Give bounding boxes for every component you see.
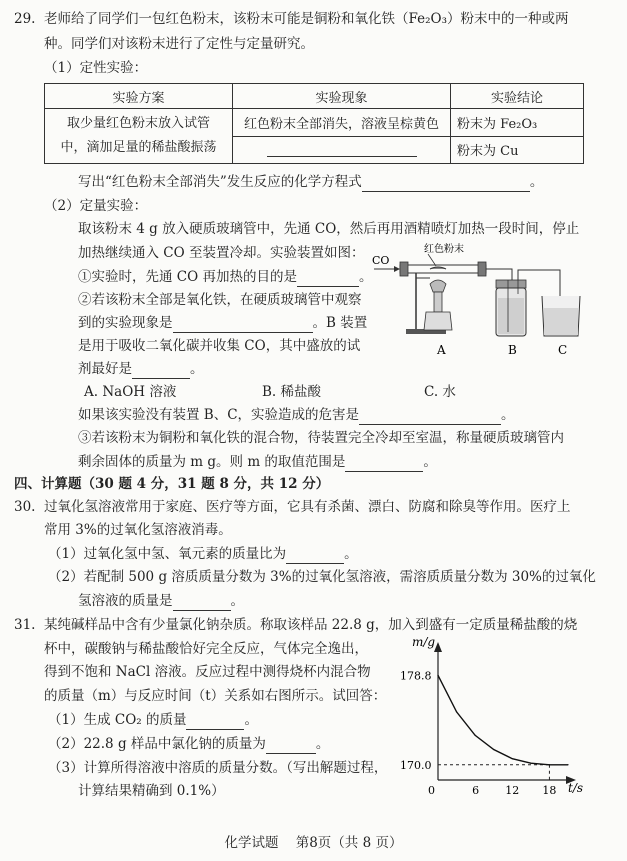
table-row	[45, 109, 584, 137]
q31-line4: 的质量（m）与反应时间（t）关系如右图所示。试回答：	[44, 688, 387, 704]
q31-p1: （1）生成 CO₂ 的质量	[48, 712, 187, 728]
q29-number: 29.	[14, 11, 36, 27]
sub2-line2a: 到的实验现象是	[78, 315, 173, 331]
plan-line: 取少量红色粉末放入试管	[66, 116, 210, 131]
section4-title: 四、计算题（30 题 4 分，31 题 8 分，共 12 分）	[14, 476, 330, 492]
option-b[interactable]: B. 稀盐酸	[262, 384, 322, 400]
data-point	[437, 675, 438, 676]
x-axis-label: t/s	[568, 781, 584, 795]
sub1-prompt: ①实验时，先通 CO 再加热的目的是	[78, 269, 297, 285]
phenomenon-cell: 红色粉末全部消失，溶液呈棕黄色	[233, 109, 451, 137]
data-point	[512, 758, 513, 759]
q29-intro-line2: 种。同学们对该粉末进行了定性与定量研究。	[44, 36, 314, 52]
q31-p1-row: （1）生成 CO₂ 的质量 。	[48, 712, 258, 728]
y-tick-label: 178.8	[400, 669, 432, 683]
answer-blank[interactable]	[286, 549, 344, 564]
answer-blank[interactable]	[362, 177, 530, 192]
experiment-table	[44, 83, 584, 164]
sub2-line2b: 。B 装置	[312, 315, 368, 331]
table-header-cell: 实验方案	[45, 84, 233, 109]
answer-blank[interactable]	[186, 715, 244, 730]
phenomenon-blank-cell	[233, 136, 451, 164]
q29-part2-title: （2）定量实验：	[44, 198, 148, 214]
sub1-row: ①实验时，先通 CO 再加热的目的是 。	[78, 269, 373, 285]
harm-prompt: 如果该实验没有装置 B、C，实验造成的危害是	[78, 407, 360, 423]
option-a[interactable]: A. NaOH 溶液	[84, 384, 177, 400]
q30-p2-line2: 氢溶液的质量是	[78, 593, 173, 609]
q30-p1-row: （1）过氧化氢中氢、氧元素的质量比为 。	[48, 546, 358, 562]
answer-blank[interactable]	[173, 596, 231, 611]
q29-part1-title: （1）定性实验：	[44, 60, 148, 76]
sub3-line1: ③若该粉末为铜粉和氧化铁的混合物，待装置完全冷却至室温，称量硬质玻璃管内	[78, 430, 564, 446]
q31-number: 31.	[14, 617, 36, 633]
x-tick-label: 6	[472, 784, 480, 797]
q29-part2-line1: 取该粉末 4 g 放入硬质玻璃管中，先通 CO，然后再用酒精喷灯加热一段时间，停止	[78, 221, 580, 237]
answer-blank[interactable]	[266, 739, 316, 754]
sub2-line4: 剂最好是	[78, 361, 132, 377]
x-tick-label: 18	[542, 784, 557, 797]
mass-time-chart	[398, 632, 598, 798]
equation-prompt: 写出“红色粉末全部消失”发生反应的化学方程式	[78, 174, 362, 190]
sub2-line3: 是用于吸收二氧化碳并收集 CO，其中盛放的试	[78, 338, 361, 354]
q30-p2-line2-row: 氢溶液的质量是 。	[78, 593, 244, 609]
apparatus-label: C	[558, 343, 568, 357]
equation-prompt-row: 写出“红色粉末全部消失”发生反应的化学方程式 。	[78, 174, 544, 190]
sub2-line1: ②若该粉末全部是氧化铁，在硬质玻璃管中观察	[78, 292, 362, 308]
answer-blank[interactable]	[345, 457, 423, 472]
q31-line2: 杯中，碳酸钠与稀盐酸恰好完全反应，气体完全逸出，	[44, 641, 368, 657]
q31-line3: 得到不饱和 NaCl 溶液。反应过程中测得烧杯内混合物	[44, 664, 371, 680]
q30-line1: 过氧化氢溶液常用于家庭、医疗等方面，它具有杀菌、漂白、防腐和除臭等作用。医疗上	[44, 499, 571, 515]
data-point	[549, 764, 550, 765]
table-header-row	[45, 84, 584, 109]
co-label: CO	[372, 254, 390, 267]
answer-blank[interactable]	[132, 364, 190, 379]
q30-p1: （1）过氧化氢中氢、氧元素的质量比为	[48, 546, 287, 562]
powder-label: 红色粉末	[424, 244, 464, 255]
answer-blank[interactable]	[267, 142, 417, 157]
conclusion-cell: 粉末为 Fe₂O₃	[451, 109, 584, 137]
data-point	[493, 749, 494, 750]
sub3-line2-row: 剩余固体的质量为 m g。则 m 的取值范围是 。	[78, 454, 437, 470]
data-point	[530, 763, 531, 764]
table-header-cell: 实验结论	[451, 84, 584, 109]
answer-blank[interactable]	[359, 410, 501, 425]
x-tick-label: 0	[428, 784, 435, 797]
plan-cell	[45, 109, 233, 164]
answer-blank[interactable]	[173, 318, 313, 333]
data-point	[567, 764, 568, 765]
plan-line: 中，滴加足量的稀盐酸振荡	[60, 140, 217, 155]
series-line	[438, 675, 568, 765]
page-footer: 化学试题 第8页（共 8 页）	[224, 835, 403, 851]
apparatus-label: A	[437, 343, 446, 357]
sub3-line2: 剩余固体的质量为 m g。则 m 的取值范围是	[78, 454, 346, 470]
y-axis-label: m/g	[412, 635, 436, 649]
q31-p3-line2: 计算结果精确到 0.1%）	[78, 783, 225, 799]
q30-line2: 常用 3%的过氧化氢溶液消毒。	[44, 522, 232, 538]
data-point	[475, 735, 476, 736]
data-point	[456, 711, 457, 712]
q31-p2-row: （2）22.8 g 样品中氯化钠的质量为 。	[48, 736, 330, 752]
q29-part2-line2: 加热继续通入 CO 至装置冷却。实验装置如图：	[78, 245, 365, 261]
harm-row: 如果该实验没有装置 B、C，实验造成的危害是 。	[78, 407, 515, 423]
sub2-line2-row	[78, 313, 367, 333]
apparatus-label: B	[508, 343, 517, 357]
q30-number: 30.	[14, 499, 36, 515]
sub2-line4-row: 剂最好是 。	[78, 361, 204, 377]
q29-intro-line1: 老师给了同学们一包红色粉末，该粉末可能是铜粉和氧化铁（Fe₂O₃）粉末中的一种或两	[44, 11, 569, 27]
y-tick-label: 170.0	[400, 758, 432, 772]
conclusion-cell: 粉末为 Cu	[451, 136, 584, 164]
q31-p3-line1: （3）计算所得溶液中溶质的质量分数。（写出解题过程，	[48, 760, 388, 776]
x-tick-label: 12	[505, 784, 520, 797]
option-c[interactable]: C. 水	[424, 384, 456, 400]
answer-blank[interactable]	[297, 272, 359, 287]
apparatus-diagram	[372, 238, 587, 358]
table-header-cell: 实验现象	[233, 84, 451, 109]
q31-p2: （2）22.8 g 样品中氯化钠的质量为	[48, 736, 266, 752]
q30-p2-line1: （2）若配制 500 g 溶质质量分数为 3%的过氧化氢溶液，需溶质质量分数为 30%的过氧化	[48, 569, 596, 585]
q31-line1: 某纯碱样品中含有少量氯化钠杂质。称取该样品 22.8 g，加入到盛有一定质量稀盐酸的烧	[44, 617, 578, 633]
